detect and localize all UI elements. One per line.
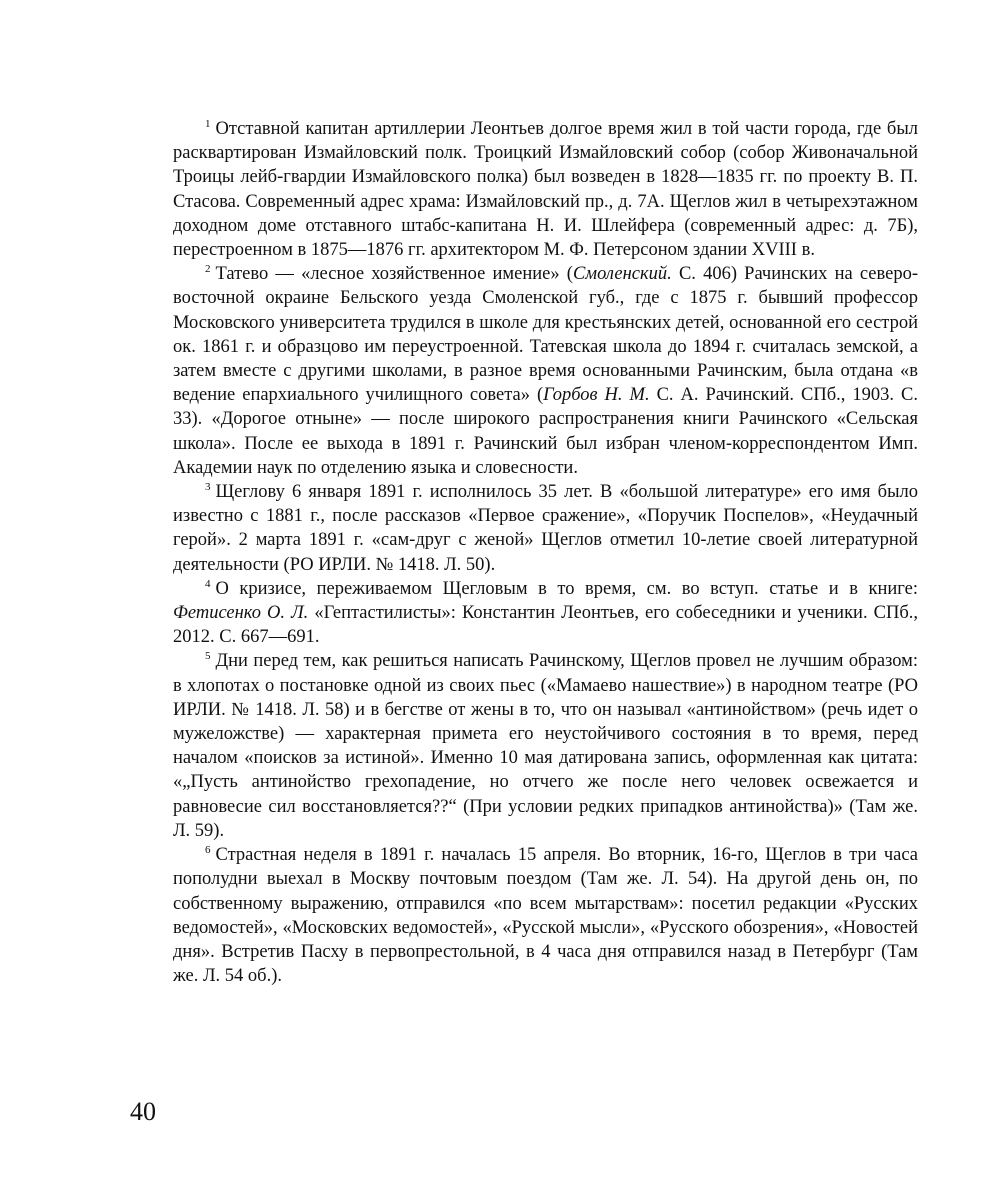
footnote-number: 2 [205,263,211,276]
footnote-6 [173,843,918,988]
footnote-number: 1 [205,118,211,130]
footnote-text: Татево — «лесное хозяйственное имение» ( [215,264,573,285]
footnote-text: Отставной капитан артиллерии Леонтьев долгое время жил в той части города, где был расквартирован Измайловский полк. Троицкий Измайловский собор (собор Живоначальной Троицы лейб-гвардии Измайловского полка) был возведен в 1828—1835 гг. по проекту В. П. Стасова. Современный адрес храма: Измайловский пр., д. 7А. Щеглов жил в четырехэтажном доходном доме отставного штабс-капитана Н. И. Шлейфера (современный адрес: д. 7Б), перестроенном в 1875—1876 гг. архитектором М. Ф. Петерсоном здании XVIII в. [173,119,918,261]
footnote-number: 3 [205,481,211,494]
footnote-2 [173,262,918,480]
footnote-number: 4 [205,577,211,590]
footnote-text: «Гептастилисты»: Константин Леонтьев, его собеседники и ученики. СПб., 2012. С. 667—691. [173,603,918,648]
footnote-text: О кризисе, переживаемом Щегловым в то время, см. во вступ. статье и в книге: [215,578,918,599]
footnote-4 [173,577,918,650]
footnote-text: С. 406) Рачинских на северо-восточной окраине Бельского уезда Смоленской губ., где с 1875 г. бывший профессор Московского университета трудился в школе для крестьянских детей, основанной его сестрой ок. 1861 г. и образцово им переустроенной. Татевская школа до 1894 г. считалась земской, а затем вместе с другими школами, в разное время основанными Рачинским, была отдана «в ведение епархиального училищного совета» ( [173,264,918,406]
footnote-3 [173,480,918,577]
footnotes-block [173,117,918,988]
footnote-text: Дни перед тем, как решиться написать Рачинскому, Щеглов провел не лучшим образом: в хлопотах о постановке одной из своих пьес («Мамаево нашествие») в народном театре (РО ИРЛИ. № 1418. Л. 58) и в бегстве от жены в то, что он называл «антинойством» (речь идет о мужеложстве) — характерная примета его неустойчивого состояния в то время, перед началом «поисков за истиной». Именно 10 мая датирована запись, оформленная как цитата: «„Пусть антинойство грехопадение, но отчего же после него человек освежается и равновесие сил восстановляется??“ (При условии редких припадков антинойства)» (Там же. Л. 59). [173,651,918,841]
footnote-author-italic: Смоленский. [572,264,672,285]
footnote-author-italic: Фетисенко О. Л. [173,603,309,624]
footnote-text: Страстная неделя в 1891 г. началась 15 апреля. Во вторник, 16-го, Щеглов в три часа пополудни выехал в Москву почтовым поездом (Там же. Л. 54). На другой день он, по собственному выражению, отправился «по всем мытарствам»: посетил редакции «Русских ведомостей», «Московских ведомостей», «Русской мысли», «Русского обозрения», «Новостей дня». Встретив Пасху в первопрестольной, в 4 часа дня отправился назад в Петербург (Там же. Л. 54 об.). [173,845,918,987]
footnote-text: Щеглову 6 января 1891 г. исполнилось 35 лет. В «большой литературе» его имя было известно с 1881 г., после рассказов «Первое сражение», «Поручик Поспелов», «Неудачный герой». 2 марта 1891 г. «сам-друг с женой» Щеглов отметил 10-летие своей литературной деятельности (РО ИРЛИ. № 1418. Л. 50). [173,482,918,575]
footnote-author-italic: Горбов Н. М. [543,385,650,406]
footnote-1 [173,117,918,262]
footnote-number: 5 [205,650,211,663]
footnote-5 [173,649,918,843]
footnote-text: С. А. Рачинский. СПб., 1903. С. 33). «Дорогое отныне» — после широкого распространения книги Рачинского «Сельская школа». После ее выхода в 1891 г. Рачинский был избран членом-корреспондентом Имп. Академии наук по отделению языка и словесности. [173,385,918,478]
footnote-number: 6 [205,844,211,857]
page-number: 40 [130,1097,156,1126]
